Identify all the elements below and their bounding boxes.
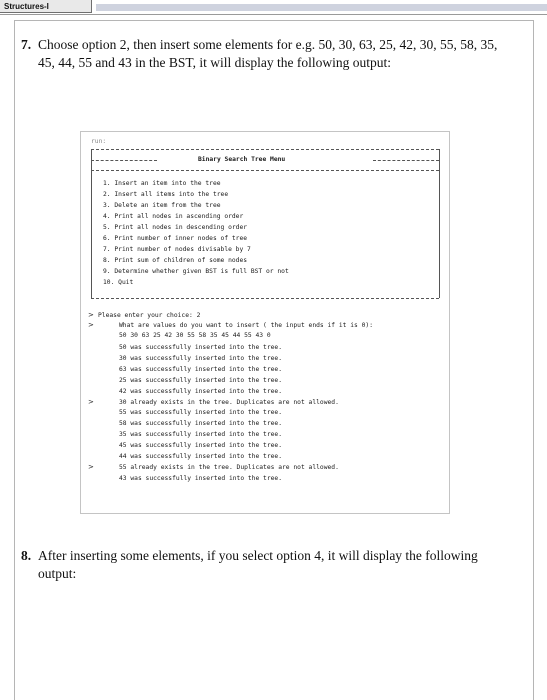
question-8 <box>21 547 508 583</box>
result-line: 44 was successfully inserted into the tree. <box>119 453 283 460</box>
question-8-text: After inserting some elements, if you select option 4, it will display the following output: <box>38 548 478 581</box>
result-line: 35 was successfully inserted into the tree. <box>119 431 283 439</box>
duplicate-marker: > <box>88 462 94 471</box>
menu-border-right <box>439 149 440 298</box>
menu-title-rule-right <box>373 160 439 161</box>
top-bar <box>0 0 547 15</box>
run-label: run: <box>91 138 107 145</box>
result-line: 25 was successfully inserted into the tree. <box>119 376 283 384</box>
menu-title: Binary Search Tree Menu <box>198 156 286 163</box>
result-line: 58 was successfully inserted into the tree. <box>119 420 283 428</box>
menu-item: 4. Print all nodes in ascending order <box>103 213 244 220</box>
result-line: 63 was successfully inserted into the tree. <box>119 365 283 373</box>
menu-title-rule-left <box>91 160 157 161</box>
menu-border-mid <box>91 170 439 171</box>
result-line: 30 was successfully inserted into the tree. <box>119 354 283 362</box>
result-line: 42 was successfully inserted into the tree. <box>119 387 283 395</box>
input-marker: > <box>88 321 94 329</box>
duplicate-marker: > <box>88 397 94 406</box>
prompt-marker: > <box>88 311 94 319</box>
header-band <box>96 4 547 11</box>
menu-item: 5. Print all nodes in descending order <box>103 224 248 231</box>
document-tab[interactable]: Structures-I <box>0 0 92 13</box>
menu-item: 2. Insert all items into the tree <box>103 191 229 198</box>
result-line: 55 was successfully inserted into the tree. <box>119 409 283 417</box>
menu-item: 1. Insert an item into the tree <box>103 180 221 187</box>
values-question: What are values do you want to insert ( the input ends if it is 0): <box>119 322 374 329</box>
question-8-number: 8. <box>21 548 32 563</box>
menu-item: 6. Print number of inner nodes of tree <box>103 235 248 242</box>
result-line: 55 already exists in the tree. Duplicates are not allowed. <box>119 463 339 471</box>
menu-border-bottom <box>91 298 439 299</box>
menu-item: 8. Print sum of children of some nodes <box>103 257 248 264</box>
menu-item: 9. Determine whether given BST is full BST or not <box>103 268 289 275</box>
result-line: 45 was successfully inserted into the tree. <box>119 442 283 450</box>
console-output <box>80 131 450 514</box>
result-line: 50 was successfully inserted into the tree. <box>119 344 283 351</box>
result-line: 43 was successfully inserted into the tree. <box>119 474 283 482</box>
question-7 <box>21 36 508 72</box>
menu-item: 3. Delete an item from the tree <box>103 202 221 209</box>
menu-border-left <box>91 149 92 298</box>
question-7-number: 7. <box>21 37 32 52</box>
menu-item: 10. Quit <box>103 279 134 286</box>
menu-border-top <box>91 149 439 150</box>
input-values: 50 30 63 25 42 30 55 58 35 45 44 55 43 0 <box>119 332 271 339</box>
menu-item: 7. Print number of nodes divisable by 7 <box>103 246 251 253</box>
result-line: 30 already exists in the tree. Duplicates are not allowed. <box>119 398 339 406</box>
choice-prompt: Please enter your choice: 2 <box>98 312 201 319</box>
question-7-text: Choose option 2, then insert some elements for e.g. 50, 30, 63, 25, 42, 30, 55, 58, 35, 45, 44, 55 and 43 in the BST, it will display the following output: <box>38 37 498 70</box>
